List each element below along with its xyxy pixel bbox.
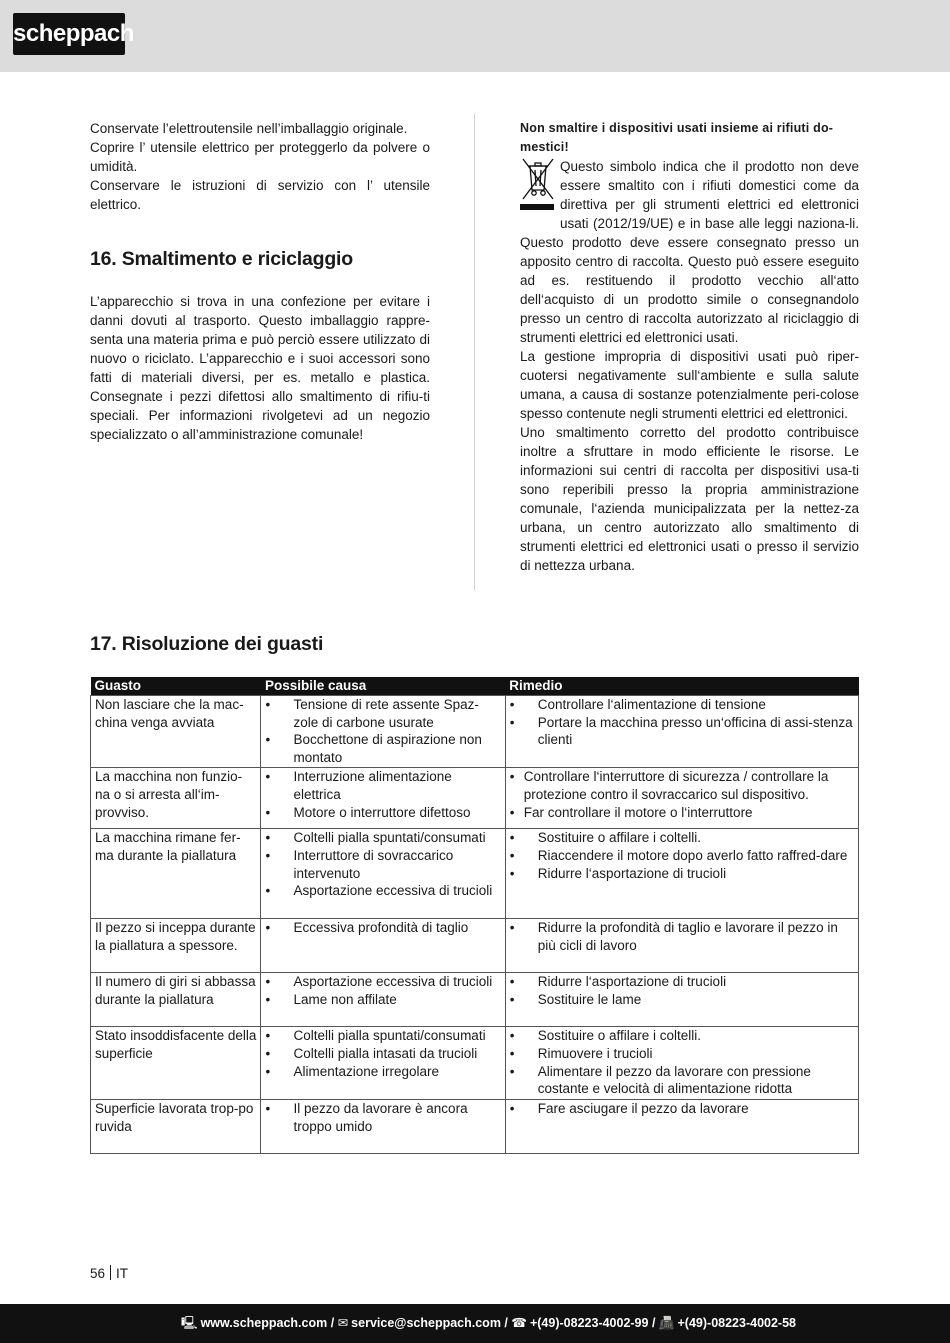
cause-list	[265, 1027, 500, 1080]
footer-email[interactable]: service@scheppach.com	[351, 1316, 501, 1330]
table-row	[91, 829, 859, 919]
crossed-out-wheelie-bin-icon	[520, 157, 560, 217]
footer-separator: /	[651, 1316, 656, 1330]
fault-cell: Il pezzo si inceppa durante la piallatura a spessore.	[91, 919, 261, 973]
remedy-item: • Controllare l‘interruttore di sicurezza / controllare la protezione contro il sovraccarico sul dispositivo.	[510, 768, 854, 803]
page-separator	[110, 1265, 111, 1280]
cause-item: • Eccessiva profondità di taglio	[265, 919, 500, 937]
remedy-cell	[505, 1100, 858, 1154]
cause-cell	[261, 919, 505, 973]
cause-item: • Coltelli pialla intasati da trucioli	[265, 1045, 500, 1063]
remedy-cell	[505, 768, 858, 829]
remedy-list	[510, 973, 854, 1008]
remedy-item: • Fare asciugare il pezzo da lavorare	[510, 1100, 854, 1118]
cause-cell	[261, 973, 505, 1027]
envelope-icon: ✉	[337, 1316, 349, 1330]
cause-list	[265, 768, 500, 821]
cause-item: • Motore o interruttore difettoso	[265, 804, 500, 822]
cause-list	[265, 973, 500, 1008]
right-column	[520, 119, 859, 575]
remedy-cell	[505, 973, 858, 1027]
remedy-item: • Sostituire le lame	[510, 991, 854, 1009]
footer-contacts	[181, 1304, 796, 1343]
weee-paragraph-2: La gestione impropria di dispositivi usati può riper-cuotersi negativamente sull‘ambiente e sulla salute umana, a causa di sostanze potenzialmente peri-colose spesso contenute negli strumenti elettrici ed elettronici.	[520, 349, 859, 421]
footer-separator: /	[504, 1316, 508, 1330]
footer-bar	[0, 1304, 950, 1343]
remedy-item: • Controllare l‘alimentazione di tensione	[510, 696, 854, 714]
footer-fax: +(49)-08223-4002-58	[677, 1316, 796, 1330]
remedy-cell	[505, 696, 858, 768]
page-number	[90, 1265, 128, 1281]
weee-paragraph-3: Uno smaltimento corretto del prodotto contribuisce inoltre a sfruttare in modo efficiente le risorse. Le informazioni sui centri di raccolta per dispositivi usa-ti sono reperibili presso la propria amministrazione comunale, l‘azienda municipalizzata per la nettez-za urbana, un centro autorizzato allo smaltimento di strumenti elettrici ed elettronici usati o presso il servizio di nettezza urbana.	[520, 425, 859, 573]
cause-item: • Asportazione eccessiva di trucioli	[265, 973, 500, 991]
remedy-list	[510, 1027, 854, 1097]
page-number-value: 56	[90, 1266, 106, 1281]
footer-website[interactable]: www.scheppach.com	[200, 1316, 328, 1330]
storage-line: Coprire l’ utensile elettrico per proteggerlo da polvere o umidità.	[90, 140, 430, 174]
remedy-cell	[505, 1027, 858, 1100]
remedy-item: • Rimuovere i trucioli	[510, 1045, 854, 1063]
page-language: IT	[116, 1266, 129, 1281]
storage-line: Conservare le istruzioni di servizio con l’ utensile elettrico.	[90, 178, 430, 212]
remedy-list	[510, 919, 854, 954]
table-row	[91, 973, 859, 1027]
header-cause: Possibile causa	[261, 677, 505, 696]
cause-item: • Lame non affilate	[265, 991, 500, 1009]
table-row	[91, 696, 859, 768]
table-row	[91, 768, 859, 829]
remedy-list	[510, 768, 854, 821]
troubleshooting-table	[90, 677, 859, 1154]
cause-item: • Tensione di rete assente Spaz-zole di carbone usurate	[265, 696, 500, 731]
table-row	[91, 1027, 859, 1100]
fault-cell: Superficie lavorata trop-po ruvida	[91, 1100, 261, 1154]
remedy-item: • Riaccendere il motore dopo averlo fatto raffred-dare	[510, 847, 854, 865]
remedy-cell	[505, 829, 858, 919]
cause-item: • Alimentazione irregolare	[265, 1063, 500, 1081]
cause-cell	[261, 1100, 505, 1154]
scheppach-logo: scheppach	[13, 13, 125, 55]
header-remedy: Rimedio	[505, 677, 858, 696]
table-header-row	[91, 677, 859, 696]
cause-list	[265, 829, 500, 899]
cause-cell	[261, 829, 505, 919]
remedy-list	[510, 1100, 854, 1118]
fault-cell: Stato insoddisfacente della superficie	[91, 1027, 261, 1100]
cause-list	[265, 696, 500, 766]
cause-cell	[261, 696, 505, 768]
cause-item: • Coltelli pialla spuntati/consumati	[265, 1027, 500, 1045]
fault-cell: La macchina rimane fer-ma durante la piallatura	[91, 829, 261, 919]
cause-item: • Asportazione eccessiva di trucioli	[265, 882, 500, 900]
fax-icon: 📠	[658, 1316, 675, 1330]
section-16-title: 16. Smaltimento e riciclaggio	[90, 248, 353, 270]
footer-phone: +(49)-08223-4002-99	[529, 1316, 649, 1330]
cause-cell	[261, 768, 505, 829]
weee-heading: Non smaltire i dispositivi usati insieme ai rifiuti do-mestici!	[520, 121, 834, 154]
fault-cell: La macchina non funzio-na o si arresta all‘im-provviso.	[91, 768, 261, 829]
fault-cell: Non lasciare che la mac-china venga avviata	[91, 696, 261, 768]
remedy-item: • Alimentare il pezzo da lavorare con pressione costante e velocità di alimentazione ridotta	[510, 1063, 854, 1098]
left-column	[90, 119, 430, 444]
remedy-item: • Far controllare il motore o l‘interruttore	[510, 804, 854, 822]
computer-icon: 🖳	[180, 1316, 198, 1330]
weee-paragraph-1: Questo simbolo indica che il prodotto non deve essere smaltito con i rifiuti domestici come da direttiva per gli strumenti elettrici ed elettronici usati (2012/19/UE) e in base alle leggi naziona-li. Questo prodotto deve essere consegnato presso un apposito centro di raccolta. Questo può essere eseguito ad es. restituendo il prodotto vecchio all‘atto dell‘acquisto di un prodotto simile o consegnandolo presso un centro di raccolta autorizzato al riciclaggio di strumenti elettrici ed elettronici usati.	[520, 159, 859, 345]
header-bar	[0, 0, 950, 72]
remedy-list	[510, 829, 854, 882]
table-row	[91, 919, 859, 973]
weee-bar	[520, 204, 554, 210]
cause-item: • Bocchettone di aspirazione non montato	[265, 731, 500, 766]
remedy-item: • Portare la macchina presso un‘officina di assi-stenza clienti	[510, 714, 854, 749]
wheelie-bin-svg	[520, 157, 556, 201]
remedy-item: • Ridurre la profondità di taglio e lavorare il pezzo in più cicli di lavoro	[510, 919, 854, 954]
fault-cell: Il numero di giri si abbassa durante la piallatura	[91, 973, 261, 1027]
cause-cell	[261, 1027, 505, 1100]
cause-list	[265, 1100, 500, 1135]
footer-separator: /	[330, 1316, 335, 1330]
cause-item: • Interruttore di sovraccarico intervenuto	[265, 847, 500, 882]
remedy-item: • Ridurre l‘asportazione di trucioli	[510, 973, 854, 991]
header-fault: Guasto	[91, 677, 261, 696]
telephone-icon: ☎	[511, 1316, 527, 1330]
section-17-title: 17. Risoluzione dei guasti	[90, 633, 324, 655]
remedy-item: • Sostituire o affilare i coltelli.	[510, 829, 854, 847]
cause-list	[265, 919, 500, 937]
section-16-body: L’apparecchio si trova in una confezione per evitare i danni dovuti al trasporto. Questo imballaggio rappre-senta una materia prima e può perciò essere utilizzato di nuovo o riciclato. L’apparecchio e i suoi accessori sono fatti di materiali diversi, per es. metallo e plastica. Consegnate i pezzi difettosi allo smaltimento di rifiu-ti speciali. Per informazioni rivolgetevi ad un negozio specializzato o all’amministrazione comunale!	[90, 294, 430, 442]
remedy-list	[510, 696, 854, 749]
storage-line: Conservate l’elettroutensile nell’imballaggio originale.	[90, 121, 408, 136]
remedy-item: • Sostituire o affilare i coltelli.	[510, 1027, 854, 1045]
column-divider	[474, 114, 475, 590]
remedy-item: • Ridurre l‘asportazione di trucioli	[510, 865, 854, 883]
cause-item: • Interruzione alimentazione elettrica	[265, 768, 500, 803]
table-row	[91, 1100, 859, 1154]
cause-item: • Il pezzo da lavorare è ancora troppo umido	[265, 1100, 500, 1135]
remedy-cell	[505, 919, 858, 973]
cause-item: • Coltelli pialla spuntati/consumati	[265, 829, 500, 847]
table-body	[91, 696, 859, 1154]
